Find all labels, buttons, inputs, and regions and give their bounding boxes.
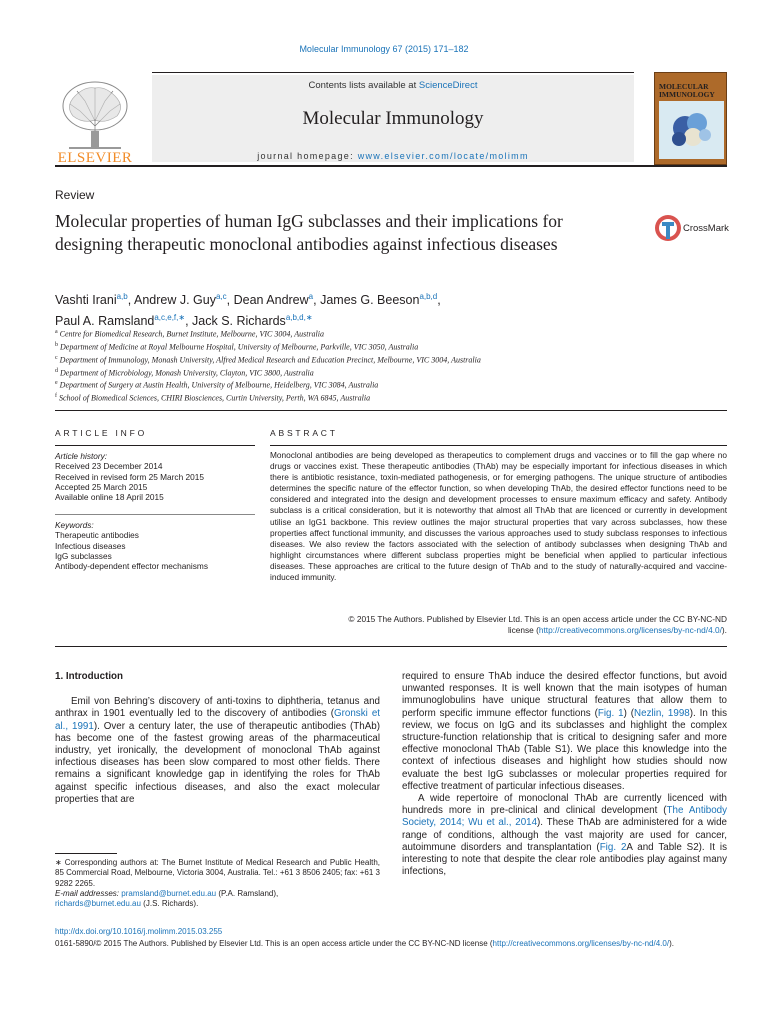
affiliation-item — [55, 353, 727, 366]
body-left-column — [55, 671, 380, 806]
sciencedirect-link[interactable]: ScienceDirect — [418, 80, 478, 91]
affiliation-key: f — [55, 393, 57, 400]
abstract-rule — [270, 445, 727, 446]
history-item: Received 23 December 2014 — [55, 461, 163, 472]
citation-link[interactable]: Fig. 2 — [599, 841, 627, 853]
affiliation-text: Department of Surgery at Austin Health, University of Melbourne, Heidelberg, VIC 3084, Australia — [59, 381, 379, 391]
license-line: © 2015 The Authors. Published by Elsevier Ltd. This is an open access article under the CC BY-NC-ND — [348, 614, 727, 624]
history-item: Accepted 25 March 2015 — [55, 481, 148, 492]
citation-link[interactable]: The Antibody Society, 2014; Wu et al., 2014 — [402, 805, 727, 829]
email-line-2 — [55, 899, 380, 909]
license-link[interactable]: http://creativecommons.org/licenses/by-nc-nd/4.0/ — [538, 625, 722, 636]
header-rule-bottom — [55, 165, 727, 167]
author-name: Andrew J. Guy — [134, 293, 216, 308]
article-history — [55, 451, 255, 502]
author-separator: , — [226, 293, 234, 308]
body-text: ) ( — [623, 707, 635, 719]
license-suffix: ). — [721, 625, 727, 636]
article-title: Molecular properties of human IgG subclasses and their implications for designing therapeutic monoclonal antibodies against infectious diseases — [55, 211, 563, 254]
citation-link[interactable]: Fig. 1 — [597, 707, 624, 719]
journal-name: Molecular Immunology — [302, 108, 484, 129]
cover-illustration — [655, 73, 727, 165]
contents-line — [152, 80, 634, 91]
intro-paragraph-3 — [402, 793, 727, 878]
email-link-ramsland[interactable]: pramsland@burnet.edu.au — [121, 888, 217, 898]
author-affiliation-marks[interactable]: a — [308, 292, 314, 301]
body-text: required to ensure ThAb induce the desired effector functions, but avoid unwanted responses. It is well known that the main isotypes of human immunoglobulins have unique structural features that allow them to perform specific immune effector functions ( — [402, 671, 727, 719]
keywords-divider — [55, 514, 255, 515]
keyword-item: IgG subclasses — [55, 550, 112, 561]
article-info-rule — [55, 445, 255, 446]
header-rule-top — [152, 72, 634, 73]
article-type-label: Review — [55, 188, 95, 202]
body-text: ). In this review, we focus on IgG and its subclasses and highlight the complex structure-function relationship that is critical to designing safer and more effective monoclonal ThAb (Table S1). We place this knowledge into the context of infectious diseases and highlight how studies should now evaluate the best IgG subclasses or molecular properties required for effective treatment of particular infectious diseases. — [402, 707, 727, 792]
license-prefix: license ( — [507, 625, 539, 636]
history-item: Available online 18 April 2015 — [55, 492, 164, 503]
email-line — [55, 889, 380, 899]
history-item: Received in revised form 25 March 2015 — [55, 471, 204, 482]
journal-cover-thumbnail[interactable] — [654, 72, 727, 165]
author-affiliation-marks[interactable]: a,b,d,∗ — [285, 313, 313, 323]
keywords-label: Keywords: — [55, 520, 94, 530]
affiliation-text: School of Biomedical Sciences, CHIRI Biosciences, Curtin University, Perth, WA 6845, Australia — [59, 393, 371, 403]
citation-link[interactable]: Nezlin, 1998 — [634, 707, 690, 719]
affiliation-item — [55, 340, 727, 353]
body-text: A and Table S2). It is interesting to note that despite the clear role antibodies play against many infections, — [402, 841, 727, 878]
copyright-license-link[interactable]: http://creativecommons.org/licenses/by-nc-nd/4.0/ — [492, 939, 670, 948]
affiliation-key: a — [55, 329, 58, 335]
affiliation-item — [55, 366, 727, 379]
author-separator: , — [313, 293, 321, 308]
homepage-prefix: journal homepage: — [257, 151, 358, 161]
copyright-line — [55, 938, 727, 949]
footnote-rule — [55, 853, 117, 854]
article-info-heading: ARTICLE INFO — [55, 428, 148, 438]
affiliation-list — [55, 327, 727, 404]
affiliation-text: Department of Medicine at Royal Melbourne Hospital, University of Melbourne, Parkville, VIC 3050, Australia — [60, 342, 419, 352]
author-name: Vashti Irani — [55, 293, 117, 308]
abstract-text: Monoclonal antibodies are being developed as therapeutics to complement drugs and vaccines or to fill the gap where no drugs or vaccines exist. These therapeutic antibodies (ThAb) may be especially important for infectious diseases in which there is antibiotic resistance, toxin-mediated pathogenesis, or for emerging pathogens. The unique structure of antibodies determines the specific nature of the effector function, so when developing ThAb, the desired effector functions need to be considered and integrated into the design and development processes to ensure maximum efficacy and safety. Antibody subclass is a critical consideration, but it is noteworthy that almost all ThAb that are licenced or currently in development utilise an IgG1 backbone. This review outlines the major structural properties that vary across subclasses, how these properties affect functional immunity, and discusses the various approaches used to study subclass responses to infectious diseases. We also review the factors associated with the selection of antibody subclasses when designing ThAb and highlight circumstances where different subclass properties might be beneficial when applied to particular infectious diseases. These approaches are critical to the future design of ThAb and to the study of naturally-acquired and vaccine-induced immunity. — [270, 450, 727, 583]
author-name: Dean Andrew — [233, 293, 309, 308]
body-text: ). These ThAb are administered for a wide range of conditions, although the vast majority are used for cancer, autoimmune disorders and transplantation ( — [402, 817, 727, 853]
introduction-heading: 1. Introduction — [55, 671, 124, 682]
intro-paragraph-2 — [402, 671, 727, 793]
cover-title: MOLECULAR IMMUNOLOGY — [659, 82, 715, 99]
email-name-ramsland: (P.A. Ramsland), — [216, 888, 279, 898]
affiliation-text: Department of Microbiology, Monash University, Clayton, VIC 3800, Australia — [60, 368, 314, 378]
affiliation-key: e — [55, 380, 58, 387]
email-label: E-mail addresses: — [55, 888, 120, 898]
author-affiliation-marks[interactable]: a,b — [116, 292, 128, 301]
citation-link[interactable]: Gronski et al., 1991 — [55, 708, 380, 732]
affiliation-item — [55, 327, 727, 340]
elsevier-wordmark — [55, 150, 135, 167]
journal-reference[interactable]: Molecular Immunology 67 (2015) 171–182 — [299, 44, 469, 54]
license-link-line — [270, 625, 727, 636]
body-text: Emil von Behring’s discovery of anti-toxins to diphtheria, tetanus and anthrax in 1901 eventually led to the discovery of antibodies ( — [55, 696, 380, 720]
doi-link[interactable]: http://dx.doi.org/10.1016/j.molimm.2015.03.255 — [55, 927, 223, 936]
abstract-license — [270, 614, 727, 636]
author-affiliation-marks[interactable]: a,c — [215, 292, 227, 301]
copyright-text: 0161-5890/© 2015 The Authors. Published by Elsevier Ltd. This is an open access article under the CC BY-NC-ND license ( — [55, 939, 493, 948]
author-separator: , — [437, 293, 441, 308]
corresponding-author-footnote — [55, 858, 380, 909]
keyword-item: Therapeutic antibodies — [55, 530, 139, 541]
author-affiliation-marks[interactable]: a,c,e,f,∗ — [154, 313, 186, 323]
affiliation-text: Centre for Biomedical Research, Burnet Institute, Melbourne, VIC 3004, Australia — [59, 329, 325, 339]
author-separator: , — [185, 314, 193, 329]
corresponding-text: ∗ Corresponding authors at: The Burnet Institute of Medical Research and Public Health, 85 Commercial Road, Melbourne, Victoria 3004, Australia. Tel.: +61 3 8506 2405; fax: +61 3 9282 2265. — [55, 858, 380, 888]
author-separator: , — [127, 293, 134, 308]
homepage-link[interactable]: www.elsevier.com/locate/molimm — [357, 151, 529, 161]
affiliation-key: b — [55, 341, 58, 348]
affiliation-item — [55, 378, 727, 391]
author-name: Jack S. Richards — [192, 314, 286, 329]
author-affiliation-marks[interactable]: a,b,d — [419, 292, 438, 301]
body-right-column — [402, 671, 727, 878]
affiliation-key: c — [55, 354, 58, 361]
email-link-richards[interactable]: richards@burnet.edu.au — [55, 899, 141, 909]
email-name-richards: (J.S. Richards). — [140, 899, 199, 909]
intro-paragraph-1 — [55, 696, 380, 806]
abstract-heading: ABSTRACT — [270, 428, 338, 438]
affiliation-divider — [55, 410, 727, 411]
keyword-item: Infectious diseases — [55, 540, 126, 551]
body-text: ). Over a century later, the use of therapeutic antibodies (ThAb) has become one of the fastest growing areas of the pharmaceutical industry, yet ironically, the development of monoclonal ThAb against infectious diseases has been slow compared to most other fields. There remains a significant knowledge gap in identifying the roles for ThAb against specific infectious diseases, and also the exact molecular properties that are — [55, 720, 380, 805]
keywords-block — [55, 520, 255, 571]
author-name: James G. Beeson — [320, 293, 420, 308]
contents-prefix: Contents lists available at — [308, 80, 419, 91]
author-list — [55, 288, 727, 330]
affiliation-item — [55, 391, 727, 404]
journal-homepage — [152, 151, 634, 161]
author-name: Paul A. Ramsland — [55, 314, 155, 329]
affiliation-text: Department of Immunology, Monash University, Alfred Medical Research and Education Precinct, Melbourne, VIC 3004, Australia — [59, 355, 481, 365]
body-text: A wide repertoire of monoclonal ThAb are currently licenced with hundreds more in pre-clinical and clinical development ( — [402, 793, 727, 817]
copyright-suffix: ). — [669, 939, 674, 948]
elsevier-wordmark-text: ELSEVIER — [57, 150, 133, 166]
abstract-bottom-rule — [55, 646, 727, 647]
history-label: Article history: — [55, 451, 108, 461]
keyword-item: Antibody-dependent effector mechanisms — [55, 561, 208, 572]
crossmark-label[interactable]: CrossMark — [683, 223, 729, 234]
affiliation-key: d — [55, 367, 58, 374]
